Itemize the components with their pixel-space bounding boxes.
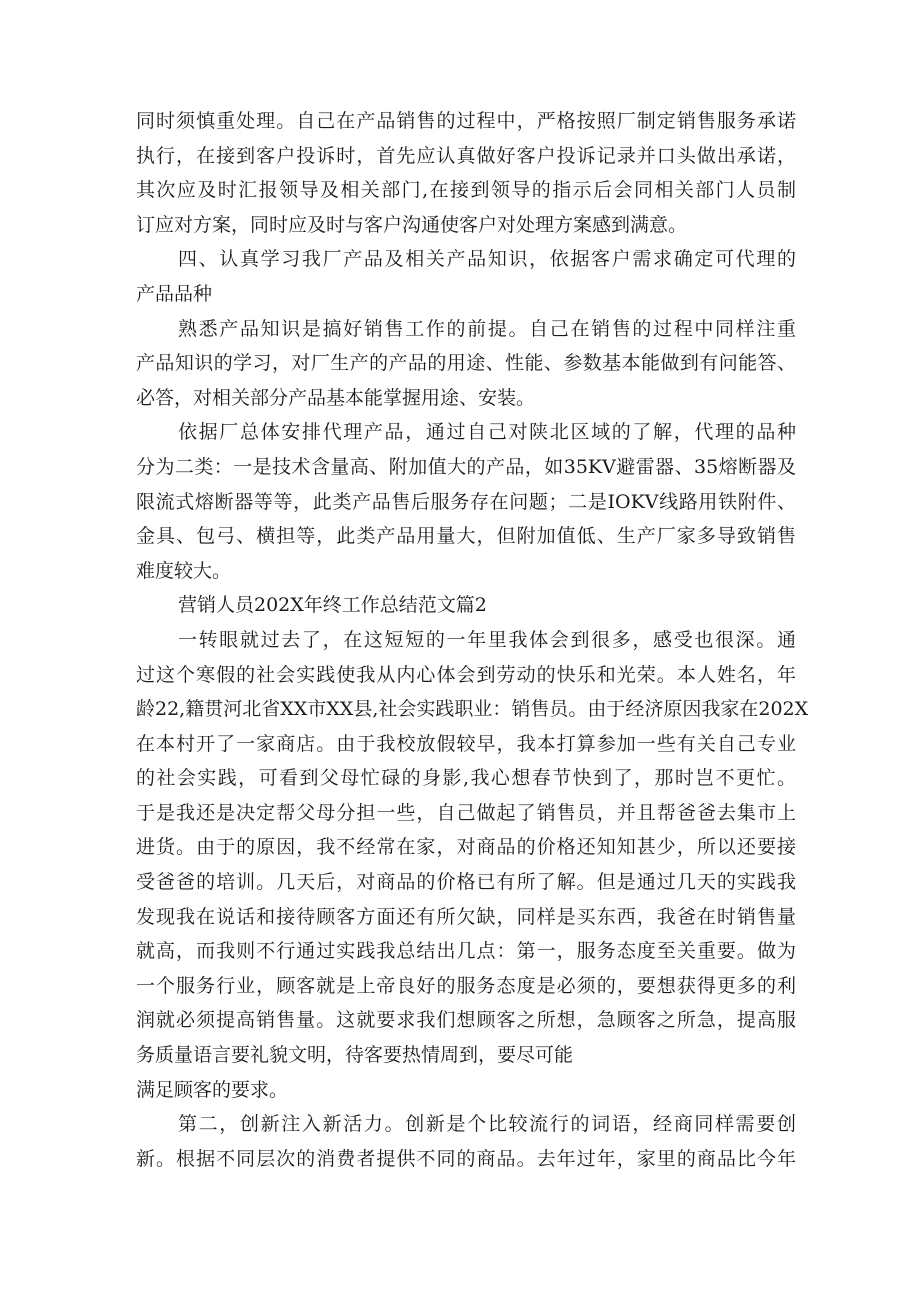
text-line: 满足顾客的要求。 <box>136 1078 289 1101</box>
document-body <box>136 104 809 1176</box>
text-line: 必答，对相关部分产品基本能掌握用途、安装。 <box>136 386 536 409</box>
text-line: 过这个寒假的社会实践使我从内心体会到劳动的快乐和光荣。本人姓名，年 <box>136 663 796 686</box>
text-line: 发现我在说话和接待顾客方面还有所欠缺，同样是买东西，我爸在时销售量 <box>136 905 796 928</box>
text-line: 产品品种 <box>136 282 213 305</box>
text-line: 在本村开了一家商店。由于我校放假较早，我本打算参加一些有关自己专业 <box>136 732 796 755</box>
text-line: 第二，创新注入新活力。创新是个比较流行的词语，经商同样需要创 <box>178 1113 796 1136</box>
text-line: 熟悉产品知识是搞好销售工作的前提。自己在销售的过程中同样注重 <box>178 317 796 340</box>
text-line: 一个服务行业，顾客就是上帝良好的服务态度是必须的，要想获得更多的利 <box>136 974 796 997</box>
text-line: 执行，在接到客户投诉时，首先应认真做好客户投诉记录并口头做出承诺， <box>136 144 796 167</box>
text-line: 新。根据不同层次的消费者提供不同的商品。去年过年，家里的商品比今年 <box>136 1147 796 1170</box>
text-line: 于是我还是决定帮父母分担一些，自己做起了销售员，并且帮爸爸去集市上 <box>136 801 796 824</box>
text-line: 四、认真学习我厂产品及相关产品知识，依据客户需求确定可代理的 <box>178 248 796 271</box>
text-line: 订应对方案，同时应及时与客户沟通使客户对处理方案感到满意。 <box>136 213 688 236</box>
text-line: 分为二类：一是技术含量高、附加值大的产品，如35KV避雷器、35熔断器及 <box>136 455 796 478</box>
text-line: 同时须慎重处理。自己在产品销售的过程中，严格按照厂制定销售服务承诺 <box>136 110 796 132</box>
text-line: 务质量语言要礼貌文明，待客要热情周到，要尽可能 <box>136 1044 574 1067</box>
text-line: 难度较大。 <box>136 559 232 582</box>
text-line: 一转眼就过去了，在这短短的一年里我体会到很多，感受也很深。通 <box>178 628 796 651</box>
text-line: 受爸爸的培训。几天后，对商品的价格已有所了解。但是通过几天的实践我 <box>136 871 796 894</box>
text-line: 润就必须提高销售量。这就要求我们想顾客之所想，急顾客之所急，提高服 <box>136 1009 796 1032</box>
text-line: 产品知识的学习，对厂生产的产品的用途、性能、参数基本能做到有问能答、 <box>136 352 796 375</box>
text-line: 依据厂总体安排代理产品，通过自己对陕北区域的了解，代理的品种 <box>178 421 796 444</box>
text-line: 的社会实践，可看到父母忙碌的身影,我心想春节快到了，那时岂不更忙。 <box>136 767 796 790</box>
text-line: 金具、包弓、横担等，此类产品用量大，但附加值低、生产厂家多导致销售 <box>136 525 796 548</box>
text-line: 其次应及时汇报领导及相关部门,在接到领导的指示后会同相关部门人员制 <box>136 179 796 202</box>
text-line: 营销人员202X年终工作总结范文篇2 <box>178 594 487 617</box>
text-line: 进货。由于的原因，我不经常在家，对商品的价格还知知甚少，所以还要接 <box>136 836 796 859</box>
text-line: 龄22,籍贯河北省XX市XX县,社会实践职业：销售员。由于经济原因我家在202X <box>136 698 809 721</box>
text-line: 就高，而我则不行通过实践我总结出几点：第一，服务态度至关重要。做为 <box>136 940 796 963</box>
text-line: 限流式熔断器等等，此类产品售后服务存在问题；二是IOKV线路用铁附件、 <box>136 490 796 513</box>
